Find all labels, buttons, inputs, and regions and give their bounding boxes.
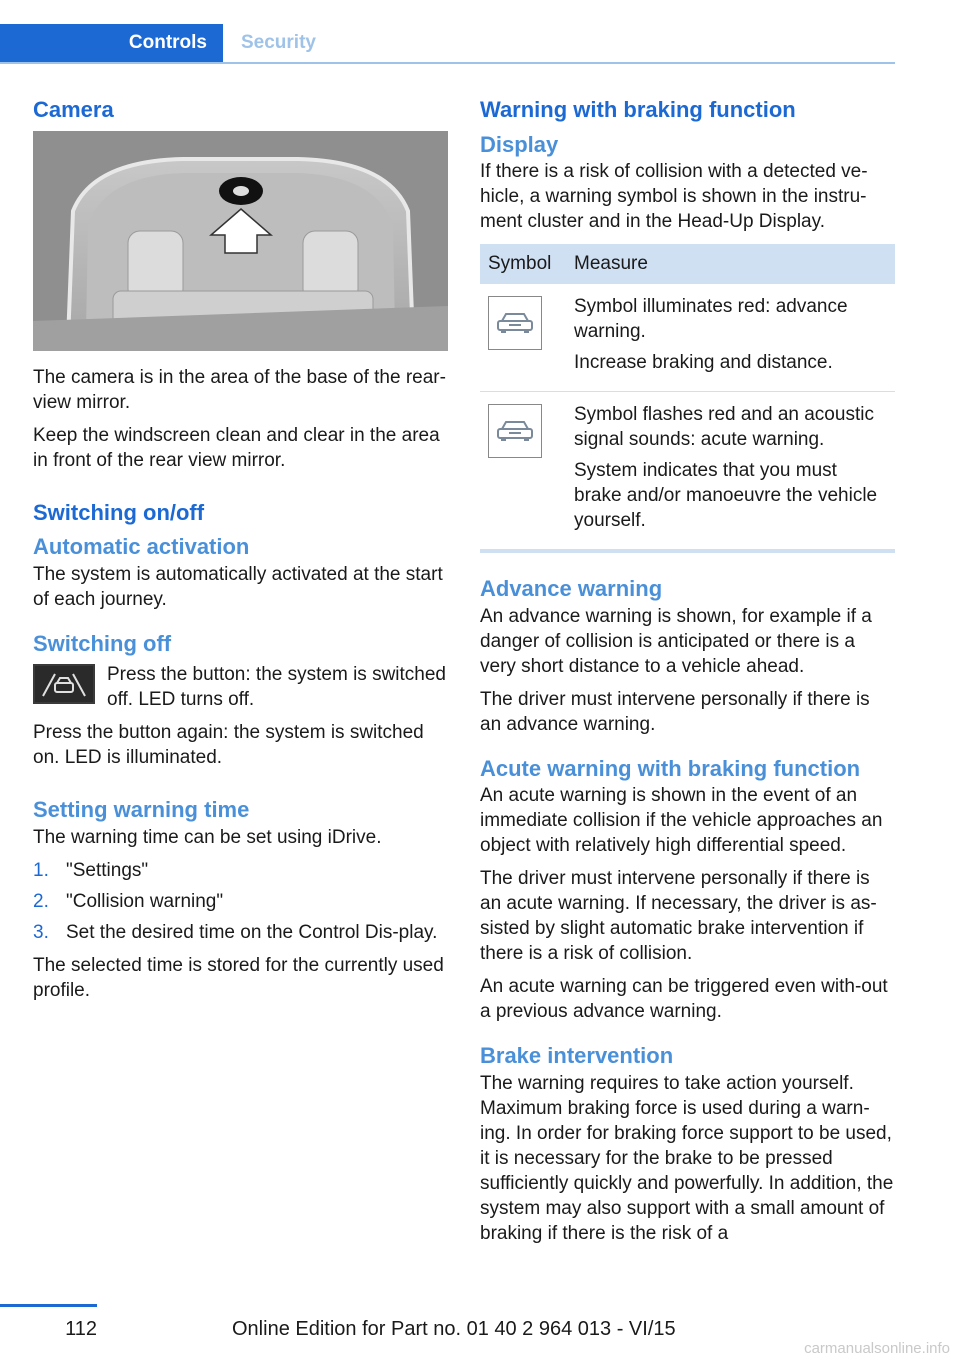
measure-text: Symbol flashes red and an acoustic signal sounds: acute warning.: [574, 404, 874, 451]
braking-function-heading: Warning with braking function: [480, 97, 796, 122]
acute-warning-text-3: An acute warning can be triggered even with‐out a previous advance warning.: [480, 976, 888, 1023]
button-instruction: [33, 662, 449, 712]
right-column: [480, 96, 895, 1254]
steps-list: [33, 858, 449, 945]
display-heading: Display: [480, 131, 559, 157]
camera-location-photo: [33, 131, 448, 351]
measure-text: Symbol illuminates red: advance warning.: [574, 296, 848, 343]
acute-warning-text-2: The driver must intervene personally if there is an acute warning. If necessary, the driver is as‐sisted by slight automatic brake intervention if there is a risk of collision.: [480, 868, 877, 965]
list-item: [33, 858, 449, 883]
edition-footer: Online Edition for Part no. 01 40 2 964 013 - VI/15: [232, 1318, 676, 1340]
section-tabs: [0, 24, 895, 64]
watermark: carmanualsonline.info: [804, 1340, 950, 1357]
car-warning-icon: [488, 404, 542, 458]
step-number: 3.: [33, 921, 49, 943]
advance-warning-text-2: The driver must intervene personally if there is an advance warning.: [480, 688, 870, 735]
car-warning-icon: [488, 296, 542, 350]
camera-paragraph-2: Keep the windscreen clean and clear in the area in front of the rear view mirror.: [33, 424, 440, 471]
camera-heading: Camera: [33, 97, 114, 122]
list-item: [33, 889, 449, 914]
automatic-activation-heading: Automatic activation: [33, 534, 250, 560]
acute-warning-text-1: An acute warning is shown in the event of an immediate collision if the vehicle approaches an object with relatively high differential speed.: [480, 785, 883, 857]
stored-profile-text: The selected time is stored for the currently used profile.: [33, 954, 444, 1001]
brake-intervention-text: The warning requires to take action yourself. Maximum braking force is used during a warn‐ing. In order for braking force support to be used, it is necessary for the brake to be pressed sufficiently quickly and powerfully. In addition, the system may also support with a small amount of braking if there is the risk of a: [480, 1072, 894, 1244]
step-number: 2.: [33, 890, 49, 912]
step-text: Set the desired time on the Control Dis‐play.: [66, 921, 438, 943]
switch-off-instruction: Press the button: the system is switched off. LED turns off.: [107, 664, 446, 711]
measure-column-header: Measure: [566, 244, 895, 284]
left-column: [33, 96, 449, 1011]
advance-warning-text-1: An advance warning is shown, for example if a danger of collision is anticipated or there is a very short distance to a vehicle ahead.: [480, 605, 872, 677]
table-row: [480, 284, 895, 392]
switching-heading: Switching on/off: [33, 499, 205, 525]
collision-warning-button-icon: [33, 664, 95, 704]
symbol-table: [480, 244, 895, 553]
symbol-column-header: Symbol: [480, 244, 566, 284]
measure-text: System indicates that you must brake and/or manoeuvre the vehicle yourself.: [574, 460, 878, 532]
tab-controls[interactable]: Controls: [0, 24, 223, 62]
step-number: 1.: [33, 859, 49, 881]
brake-intervention-heading: Brake intervention: [480, 1043, 674, 1069]
step-text: "Collision warning": [66, 890, 224, 912]
acute-warning-heading: Acute warning with braking function: [480, 755, 861, 781]
table-row: [480, 392, 895, 552]
display-text: If there is a risk of collision with a detected ve‐hicle, a warning symbol is shown in the instru‐ment cluster and in the Head-Up Display.: [480, 161, 868, 233]
page-number: 112: [65, 1318, 97, 1340]
camera-paragraph-1: The camera is in the area of the base of the rear-view mirror.: [33, 366, 446, 413]
step-text: "Settings": [66, 859, 149, 881]
footer-accent-line: [0, 1304, 97, 1307]
warning-time-heading: Setting warning time: [33, 797, 250, 823]
tab-security[interactable]: Security: [241, 32, 316, 53]
list-item: [33, 920, 449, 945]
automatic-activation-text: The system is automatically activated at the start of each journey.: [33, 563, 443, 610]
advance-warning-heading: Advance warning: [480, 576, 663, 602]
measure-text: Increase braking and distance.: [574, 352, 833, 374]
warning-time-text: The warning time can be set using iDrive.: [33, 826, 382, 848]
switching-off-heading: Switching off: [33, 630, 172, 656]
switch-on-instruction: Press the button again: the system is switched on. LED is illuminated.: [33, 722, 424, 769]
